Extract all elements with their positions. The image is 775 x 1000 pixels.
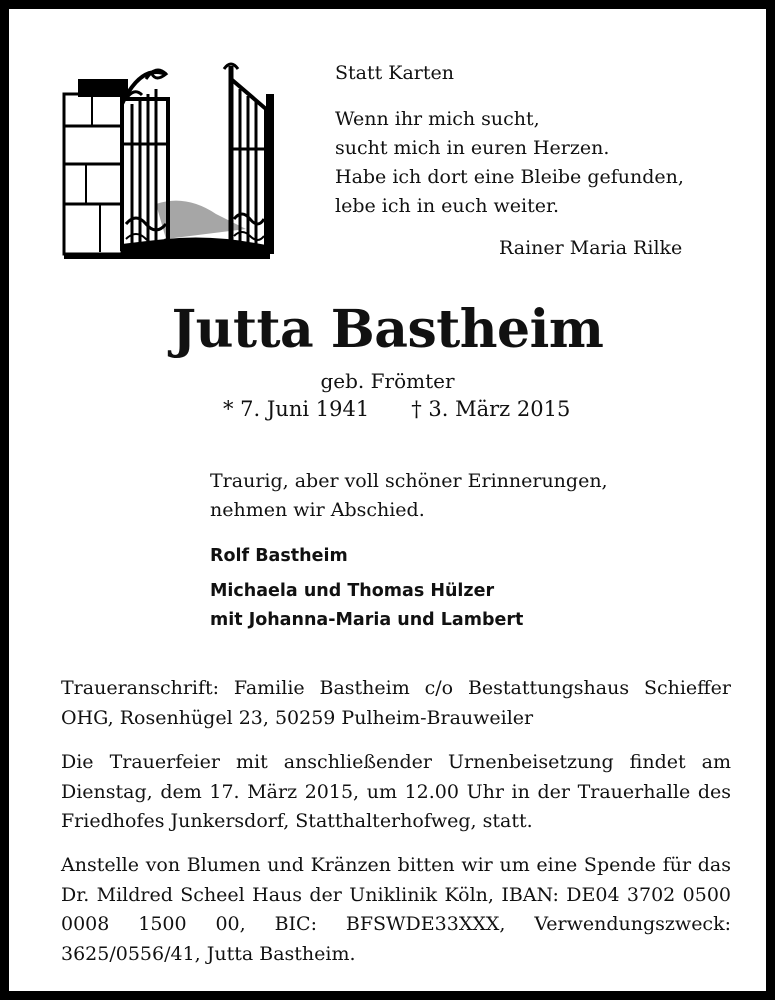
ceremony-info: Die Trauerfeier mit anschließender Urnenbeisetzung findet am Dienstag, dem 17. März 2015, um 12.00 Uhr in der Trauerhalle des Friedhofes Junkersdorf, Statthalterhofweg, statt.: [61, 751, 731, 832]
family-member: Rolf Bastheim: [210, 546, 348, 566]
poem: [335, 59, 735, 221]
poem-heading: Statt Karten: [335, 62, 455, 84]
family-group: [210, 577, 523, 635]
mourning-address: Traueranschrift: Familie Bastheim c/o Bestattungshaus Schieffer OHG, Rosenhügel 23, 50259 Pulheim-Brauweiler: [61, 677, 731, 729]
poem-line: sucht mich in euren Herzen.: [335, 137, 610, 159]
family-line: Michaela und Thomas Hülzer: [210, 581, 495, 601]
maiden-name: geb. Frömter: [320, 369, 455, 393]
farewell-line: nehmen wir Abschied.: [210, 499, 425, 521]
death-date: † 3. März 2015: [411, 397, 571, 421]
poem-line: Habe ich dort eine Bleibe gefunden,: [335, 166, 684, 188]
poem-line: Wenn ihr mich sucht,: [335, 108, 540, 130]
deceased-name: Jutta Bastheim: [171, 299, 604, 360]
life-dates: [223, 397, 612, 421]
family-line: mit Johanna-Maria und Lambert: [210, 610, 524, 630]
farewell-line: Traurig, aber voll schöner Erinnerungen,: [210, 470, 608, 492]
birth-date: * 7. Juni 1941: [223, 397, 370, 421]
poem-line: lebe ich in euch weiter.: [335, 195, 560, 217]
donation-info: Anstelle von Blumen und Kränzen bitten wir um eine Spende für das Dr. Mildred Scheel Haus der Uniklinik Köln, IBAN: DE04 3702 0500 0008 1500 00, BIC: BFSWDE33XXX, Verwendungszweck: 3625/0556/41, Jutta Bastheim.: [61, 854, 731, 965]
garden-gate-illustration: [56, 54, 278, 259]
poem-author: Rainer Maria Rilke: [499, 237, 683, 259]
farewell-text: [210, 467, 608, 525]
